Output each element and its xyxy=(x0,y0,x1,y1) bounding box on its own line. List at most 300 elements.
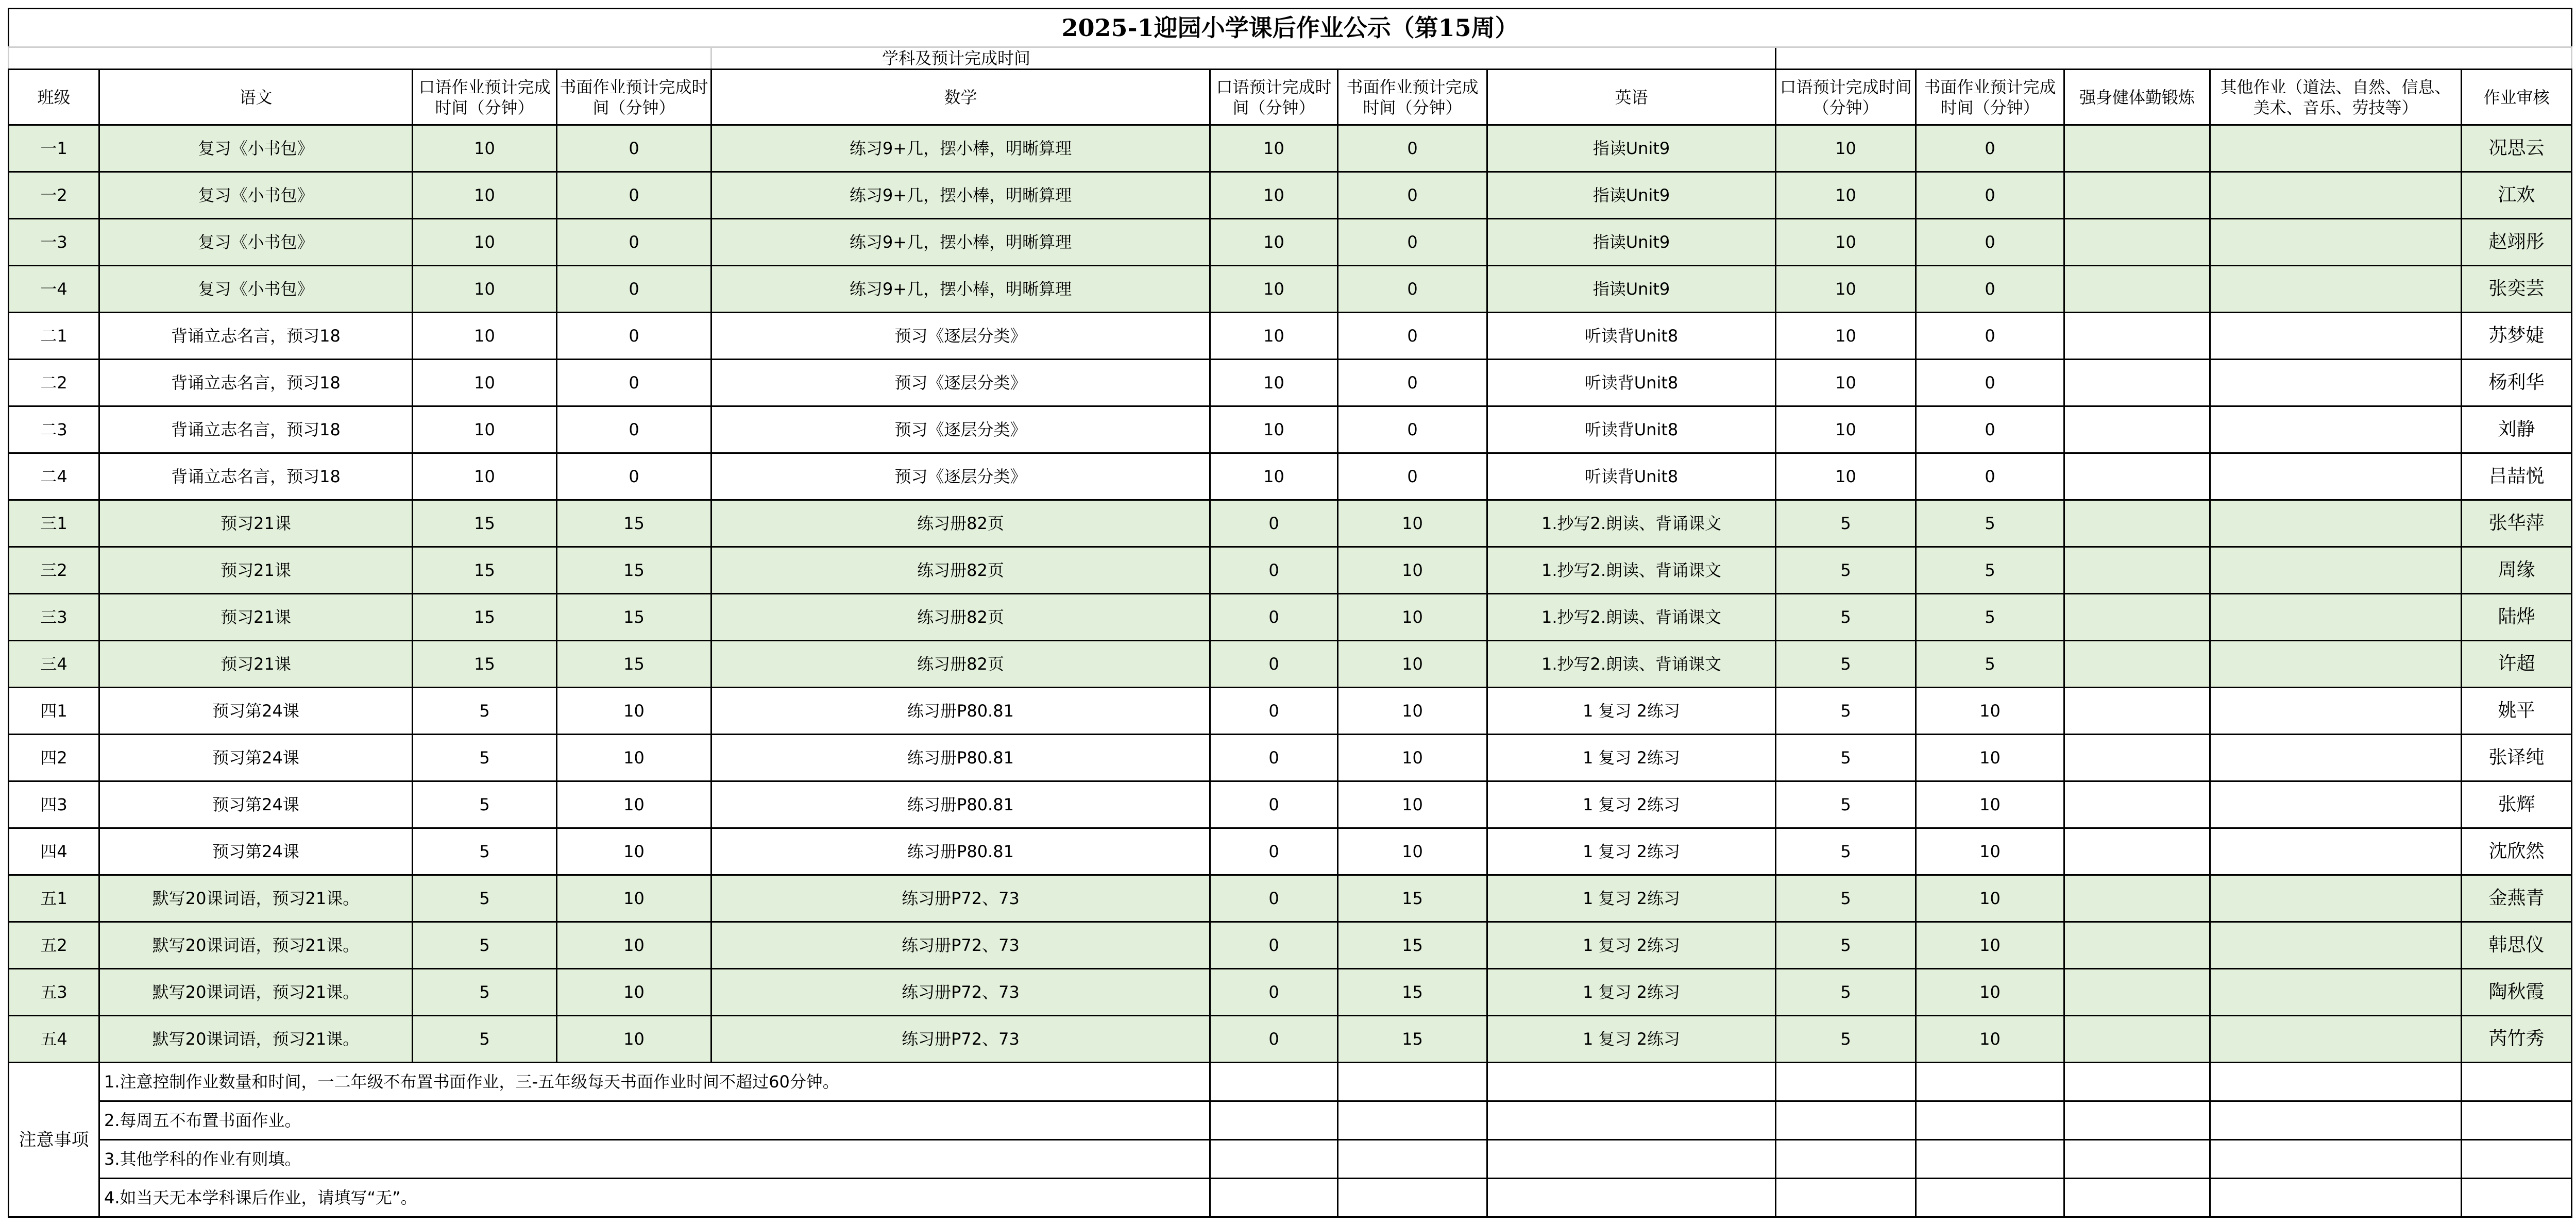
chinese-written-time-cell: 15 xyxy=(557,594,711,641)
class-cell: 二1 xyxy=(9,313,99,360)
homework-table xyxy=(8,8,2572,1218)
math-written-time-cell: 10 xyxy=(1338,735,1487,781)
english-oral-time-cell: 10 xyxy=(1776,125,1916,172)
other-homework-cell xyxy=(2210,875,2462,922)
table-row xyxy=(9,360,2572,406)
note-empty-cell xyxy=(1210,1179,1338,1217)
exercise-cell xyxy=(2064,500,2210,547)
english-written-time-cell: 0 xyxy=(1916,453,2064,500)
english-written-time-cell: 0 xyxy=(1916,360,2064,406)
note-empty-cell xyxy=(1487,1179,1776,1217)
exercise-cell xyxy=(2064,547,2210,594)
reviewer-cell: 许超 xyxy=(2462,641,2572,688)
other-homework-cell xyxy=(2210,125,2462,172)
chinese-oral-time-cell: 10 xyxy=(413,172,557,219)
table-row xyxy=(9,172,2572,219)
note-empty-cell xyxy=(2064,1140,2210,1179)
class-cell: 三4 xyxy=(9,641,99,688)
chinese-oral-time-cell: 5 xyxy=(413,922,557,969)
chinese-written-time-cell: 0 xyxy=(557,219,711,266)
chinese-oral-time-cell: 15 xyxy=(413,500,557,547)
english-written-time-cell: 10 xyxy=(1916,875,2064,922)
other-homework-cell xyxy=(2210,406,2462,453)
header-reviewer: 作业审核 xyxy=(2462,70,2572,125)
chinese-homework-cell: 默写20课词语，预习21课。 xyxy=(99,875,413,922)
english-oral-time-cell: 10 xyxy=(1776,266,1916,313)
chinese-homework-cell: 预习第24课 xyxy=(99,688,413,735)
english-written-time-cell: 0 xyxy=(1916,406,2064,453)
math-written-time-cell: 0 xyxy=(1338,313,1487,360)
reviewer-cell: 赵翊彤 xyxy=(2462,219,2572,266)
reviewer-cell: 况思云 xyxy=(2462,125,2572,172)
math-written-time-cell: 10 xyxy=(1338,547,1487,594)
chinese-written-time-cell: 0 xyxy=(557,125,711,172)
chinese-written-time-cell: 0 xyxy=(557,313,711,360)
header-english-oral-time: 口语预计完成时间（分钟） xyxy=(1776,70,1916,125)
other-homework-cell xyxy=(2210,735,2462,781)
note-empty-cell xyxy=(1487,1063,1776,1101)
class-cell: 五4 xyxy=(9,1016,99,1063)
math-oral-time-cell: 10 xyxy=(1210,125,1338,172)
chinese-homework-cell: 预习21课 xyxy=(99,594,413,641)
english-oral-time-cell: 5 xyxy=(1776,641,1916,688)
other-homework-cell xyxy=(2210,781,2462,828)
reviewer-cell: 姚平 xyxy=(2462,688,2572,735)
english-written-time-cell: 10 xyxy=(1916,922,2064,969)
class-cell: 五2 xyxy=(9,922,99,969)
english-homework-cell: 1 复习 2练习 xyxy=(1487,969,1776,1016)
chinese-homework-cell: 背诵立志名言，预习18 xyxy=(99,360,413,406)
class-cell: 四4 xyxy=(9,828,99,875)
chinese-oral-time-cell: 5 xyxy=(413,969,557,1016)
note-empty-cell xyxy=(1916,1179,2064,1217)
exercise-cell xyxy=(2064,735,2210,781)
chinese-homework-cell: 预习21课 xyxy=(99,641,413,688)
table-row xyxy=(9,594,2572,641)
chinese-written-time-cell: 10 xyxy=(557,969,711,1016)
english-oral-time-cell: 5 xyxy=(1776,969,1916,1016)
english-oral-time-cell: 5 xyxy=(1776,781,1916,828)
math-oral-time-cell: 0 xyxy=(1210,688,1338,735)
chinese-homework-cell: 复习《小书包》 xyxy=(99,125,413,172)
chinese-written-time-cell: 10 xyxy=(557,688,711,735)
other-homework-cell xyxy=(2210,453,2462,500)
english-oral-time-cell: 5 xyxy=(1776,688,1916,735)
chinese-written-time-cell: 0 xyxy=(557,453,711,500)
class-cell: 三2 xyxy=(9,547,99,594)
math-written-time-cell: 0 xyxy=(1338,406,1487,453)
math-homework-cell: 练习9+几，摆小棒，明晰算理 xyxy=(711,219,1210,266)
reviewer-cell: 苏梦婕 xyxy=(2462,313,2572,360)
header-english-written-time: 书面作业预计完成时间（分钟） xyxy=(1916,70,2064,125)
english-written-time-cell: 10 xyxy=(1916,969,2064,1016)
reviewer-cell: 韩思仪 xyxy=(2462,922,2572,969)
math-homework-cell: 练习9+几，摆小棒，明晰算理 xyxy=(711,172,1210,219)
chinese-homework-cell: 复习《小书包》 xyxy=(99,172,413,219)
header-math-written-time: 书面作业预计完成时间（分钟） xyxy=(1338,70,1487,125)
other-homework-cell xyxy=(2210,313,2462,360)
chinese-oral-time-cell: 5 xyxy=(413,1016,557,1063)
class-cell: 二2 xyxy=(9,360,99,406)
english-written-time-cell: 10 xyxy=(1916,828,2064,875)
math-homework-cell: 预习《逐层分类》 xyxy=(711,360,1210,406)
header-other-homework: 其他作业（道法、自然、信息、美术、音乐、劳技等） xyxy=(2210,70,2462,125)
header-exercise: 强身健体勤锻炼 xyxy=(2064,70,2210,125)
english-written-time-cell: 5 xyxy=(1916,500,2064,547)
table-row xyxy=(9,125,2572,172)
note-empty-cell xyxy=(2462,1179,2572,1217)
reviewer-cell: 周缘 xyxy=(2462,547,2572,594)
english-written-time-cell: 0 xyxy=(1916,125,2064,172)
math-homework-cell: 练习册P80.81 xyxy=(711,828,1210,875)
class-cell: 一3 xyxy=(9,219,99,266)
exercise-cell xyxy=(2064,266,2210,313)
chinese-homework-cell: 预习21课 xyxy=(99,547,413,594)
english-homework-cell: 1 复习 2练习 xyxy=(1487,828,1776,875)
chinese-written-time-cell: 15 xyxy=(557,547,711,594)
chinese-oral-time-cell: 5 xyxy=(413,781,557,828)
english-oral-time-cell: 5 xyxy=(1776,735,1916,781)
reviewer-cell: 金燕青 xyxy=(2462,875,2572,922)
english-oral-time-cell: 5 xyxy=(1776,547,1916,594)
math-oral-time-cell: 10 xyxy=(1210,266,1338,313)
math-homework-cell: 练习册P80.81 xyxy=(711,688,1210,735)
exercise-cell xyxy=(2064,781,2210,828)
math-written-time-cell: 0 xyxy=(1338,219,1487,266)
english-written-time-cell: 5 xyxy=(1916,641,2064,688)
english-homework-cell: 指读Unit9 xyxy=(1487,219,1776,266)
other-homework-cell xyxy=(2210,969,2462,1016)
english-homework-cell: 1 复习 2练习 xyxy=(1487,735,1776,781)
note-empty-cell xyxy=(2462,1101,2572,1140)
english-oral-time-cell: 5 xyxy=(1776,500,1916,547)
english-oral-time-cell: 5 xyxy=(1776,594,1916,641)
english-oral-time-cell: 5 xyxy=(1776,828,1916,875)
subtitle-spacer-right xyxy=(1776,47,2572,70)
other-homework-cell xyxy=(2210,922,2462,969)
subtitle: 学科及预计完成时间 xyxy=(711,47,1776,70)
notes-label: 注意事项 xyxy=(9,1063,99,1217)
reviewer-cell: 陶秋霞 xyxy=(2462,969,2572,1016)
note-empty-cell xyxy=(1487,1101,1776,1140)
class-cell: 一4 xyxy=(9,266,99,313)
chinese-written-time-cell: 10 xyxy=(557,735,711,781)
reviewer-cell: 杨利华 xyxy=(2462,360,2572,406)
chinese-oral-time-cell: 10 xyxy=(413,125,557,172)
english-written-time-cell: 0 xyxy=(1916,219,2064,266)
reviewer-cell: 张译纯 xyxy=(2462,735,2572,781)
chinese-homework-cell: 默写20课词语，预习21课。 xyxy=(99,1016,413,1063)
class-cell: 三3 xyxy=(9,594,99,641)
note-empty-cell xyxy=(2462,1140,2572,1179)
table-row xyxy=(9,500,2572,547)
header-chinese-homework: 语文 xyxy=(99,70,413,125)
reviewer-cell: 张奕芸 xyxy=(2462,266,2572,313)
class-cell: 四2 xyxy=(9,735,99,781)
header-chinese-written-time: 书面作业预计完成时间（分钟） xyxy=(557,70,711,125)
english-written-time-cell: 0 xyxy=(1916,172,2064,219)
english-oral-time-cell: 5 xyxy=(1776,1016,1916,1063)
math-oral-time-cell: 0 xyxy=(1210,875,1338,922)
math-written-time-cell: 10 xyxy=(1338,594,1487,641)
note-empty-cell xyxy=(2064,1179,2210,1217)
chinese-written-time-cell: 10 xyxy=(557,781,711,828)
table-row xyxy=(9,828,2572,875)
math-oral-time-cell: 0 xyxy=(1210,735,1338,781)
note-text: 4.如当天无本学科课后作业，请填写“无”。 xyxy=(99,1179,1210,1217)
english-homework-cell: 1.抄写2.朗读、背诵课文 xyxy=(1487,500,1776,547)
english-oral-time-cell: 10 xyxy=(1776,360,1916,406)
english-homework-cell: 1.抄写2.朗读、背诵课文 xyxy=(1487,594,1776,641)
math-homework-cell: 练习册82页 xyxy=(711,594,1210,641)
table-row xyxy=(9,688,2572,735)
note-empty-cell xyxy=(1776,1179,1916,1217)
english-homework-cell: 听读背Unit8 xyxy=(1487,360,1776,406)
class-cell: 二4 xyxy=(9,453,99,500)
english-oral-time-cell: 10 xyxy=(1776,172,1916,219)
english-homework-cell: 听读背Unit8 xyxy=(1487,313,1776,360)
english-oral-time-cell: 10 xyxy=(1776,453,1916,500)
note-empty-cell xyxy=(1338,1063,1487,1101)
math-oral-time-cell: 0 xyxy=(1210,641,1338,688)
english-written-time-cell: 5 xyxy=(1916,594,2064,641)
note-text: 3.其他学科的作业有则填。 xyxy=(99,1140,1210,1179)
note-text: 1.注意控制作业数量和时间，一二年级不布置书面作业，三-五年级每天书面作业时间不超过60分钟。 xyxy=(99,1063,1210,1101)
sheet-title: 2025-1迎园小学课后作业公示（第15周） xyxy=(9,9,2572,47)
math-homework-cell: 预习《逐层分类》 xyxy=(711,406,1210,453)
english-written-time-cell: 10 xyxy=(1916,781,2064,828)
english-oral-time-cell: 5 xyxy=(1776,922,1916,969)
header-math-homework: 数学 xyxy=(711,70,1210,125)
chinese-oral-time-cell: 10 xyxy=(413,360,557,406)
note-empty-cell xyxy=(1338,1101,1487,1140)
chinese-oral-time-cell: 10 xyxy=(413,313,557,360)
other-homework-cell xyxy=(2210,641,2462,688)
math-oral-time-cell: 0 xyxy=(1210,500,1338,547)
chinese-written-time-cell: 10 xyxy=(557,922,711,969)
other-homework-cell xyxy=(2210,266,2462,313)
math-written-time-cell: 15 xyxy=(1338,1016,1487,1063)
exercise-cell xyxy=(2064,641,2210,688)
note-row xyxy=(9,1140,2572,1179)
subtitle-row xyxy=(9,47,2572,70)
math-oral-time-cell: 10 xyxy=(1210,219,1338,266)
english-homework-cell: 1 复习 2练习 xyxy=(1487,688,1776,735)
exercise-cell xyxy=(2064,313,2210,360)
class-cell: 五3 xyxy=(9,969,99,1016)
table-row xyxy=(9,313,2572,360)
note-text: 2.每周五不布置书面作业。 xyxy=(99,1101,1210,1140)
exercise-cell xyxy=(2064,828,2210,875)
note-empty-cell xyxy=(2064,1101,2210,1140)
note-row xyxy=(9,1101,2572,1140)
class-cell: 四1 xyxy=(9,688,99,735)
math-homework-cell: 练习册P72、73 xyxy=(711,1016,1210,1063)
other-homework-cell xyxy=(2210,688,2462,735)
title-row xyxy=(9,9,2572,47)
math-homework-cell: 练习册82页 xyxy=(711,547,1210,594)
math-oral-time-cell: 0 xyxy=(1210,594,1338,641)
english-oral-time-cell: 10 xyxy=(1776,313,1916,360)
math-homework-cell: 练习9+几，摆小棒，明晰算理 xyxy=(711,266,1210,313)
note-empty-cell xyxy=(1338,1179,1487,1217)
chinese-oral-time-cell: 15 xyxy=(413,594,557,641)
reviewer-cell: 刘静 xyxy=(2462,406,2572,453)
chinese-oral-time-cell: 15 xyxy=(413,547,557,594)
exercise-cell xyxy=(2064,875,2210,922)
english-homework-cell: 1 复习 2练习 xyxy=(1487,1016,1776,1063)
math-written-time-cell: 10 xyxy=(1338,641,1487,688)
math-written-time-cell: 10 xyxy=(1338,500,1487,547)
other-homework-cell xyxy=(2210,594,2462,641)
other-homework-cell xyxy=(2210,1016,2462,1063)
table-row xyxy=(9,547,2572,594)
header-row xyxy=(9,70,2572,125)
chinese-homework-cell: 预习第24课 xyxy=(99,828,413,875)
reviewer-cell: 陆烨 xyxy=(2462,594,2572,641)
table-row xyxy=(9,219,2572,266)
english-oral-time-cell: 10 xyxy=(1776,406,1916,453)
note-empty-cell xyxy=(2210,1179,2462,1217)
math-homework-cell: 预习《逐层分类》 xyxy=(711,313,1210,360)
table-row xyxy=(9,781,2572,828)
class-cell: 三1 xyxy=(9,500,99,547)
english-homework-cell: 1 复习 2练习 xyxy=(1487,875,1776,922)
other-homework-cell xyxy=(2210,828,2462,875)
math-written-time-cell: 0 xyxy=(1338,125,1487,172)
note-empty-cell xyxy=(1210,1101,1338,1140)
math-written-time-cell: 0 xyxy=(1338,172,1487,219)
table-row xyxy=(9,969,2572,1016)
header-english-homework: 英语 xyxy=(1487,70,1776,125)
table-row xyxy=(9,266,2572,313)
chinese-written-time-cell: 0 xyxy=(557,172,711,219)
chinese-oral-time-cell: 5 xyxy=(413,735,557,781)
note-empty-cell xyxy=(1487,1140,1776,1179)
note-empty-cell xyxy=(2210,1063,2462,1101)
header-math-oral-time: 口语预计完成时间（分钟） xyxy=(1210,70,1338,125)
math-oral-time-cell: 0 xyxy=(1210,969,1338,1016)
chinese-oral-time-cell: 5 xyxy=(413,688,557,735)
english-written-time-cell: 10 xyxy=(1916,1016,2064,1063)
chinese-oral-time-cell: 10 xyxy=(413,219,557,266)
chinese-homework-cell: 背诵立志名言，预习18 xyxy=(99,406,413,453)
math-written-time-cell: 0 xyxy=(1338,453,1487,500)
english-homework-cell: 听读背Unit8 xyxy=(1487,406,1776,453)
other-homework-cell xyxy=(2210,219,2462,266)
chinese-homework-cell: 默写20课词语，预习21课。 xyxy=(99,922,413,969)
reviewer-cell: 吕喆悦 xyxy=(2462,453,2572,500)
note-row xyxy=(9,1179,2572,1217)
chinese-homework-cell: 复习《小书包》 xyxy=(99,219,413,266)
chinese-oral-time-cell: 5 xyxy=(413,875,557,922)
note-empty-cell xyxy=(2462,1063,2572,1101)
note-empty-cell xyxy=(2210,1140,2462,1179)
english-oral-time-cell: 10 xyxy=(1776,219,1916,266)
table-row xyxy=(9,922,2572,969)
reviewer-cell: 芮竹秀 xyxy=(2462,1016,2572,1063)
table-row xyxy=(9,735,2572,781)
header-class: 班级 xyxy=(9,70,99,125)
math-oral-time-cell: 0 xyxy=(1210,922,1338,969)
reviewer-cell: 张华萍 xyxy=(2462,500,2572,547)
exercise-cell xyxy=(2064,688,2210,735)
exercise-cell xyxy=(2064,360,2210,406)
math-homework-cell: 练习册P72、73 xyxy=(711,922,1210,969)
note-empty-cell xyxy=(2210,1101,2462,1140)
other-homework-cell xyxy=(2210,547,2462,594)
note-empty-cell xyxy=(1210,1140,1338,1179)
class-cell: 四3 xyxy=(9,781,99,828)
english-homework-cell: 指读Unit9 xyxy=(1487,172,1776,219)
math-homework-cell: 练习册P80.81 xyxy=(711,781,1210,828)
exercise-cell xyxy=(2064,406,2210,453)
other-homework-cell xyxy=(2210,360,2462,406)
english-homework-cell: 1 复习 2练习 xyxy=(1487,922,1776,969)
english-homework-cell: 听读背Unit8 xyxy=(1487,453,1776,500)
note-empty-cell xyxy=(2064,1063,2210,1101)
english-homework-cell: 指读Unit9 xyxy=(1487,266,1776,313)
english-oral-time-cell: 5 xyxy=(1776,875,1916,922)
reviewer-cell: 张辉 xyxy=(2462,781,2572,828)
chinese-oral-time-cell: 10 xyxy=(413,406,557,453)
note-empty-cell xyxy=(1916,1140,2064,1179)
table-row xyxy=(9,875,2572,922)
math-written-time-cell: 15 xyxy=(1338,969,1487,1016)
header-chinese-oral-time: 口语作业预计完成时间（分钟） xyxy=(413,70,557,125)
math-written-time-cell: 0 xyxy=(1338,360,1487,406)
note-empty-cell xyxy=(1916,1101,2064,1140)
exercise-cell xyxy=(2064,172,2210,219)
subtitle-spacer xyxy=(9,47,711,70)
english-homework-cell: 1.抄写2.朗读、背诵课文 xyxy=(1487,641,1776,688)
math-homework-cell: 练习册P72、73 xyxy=(711,875,1210,922)
chinese-written-time-cell: 15 xyxy=(557,500,711,547)
reviewer-cell: 江欢 xyxy=(2462,172,2572,219)
chinese-homework-cell: 默写20课词语，预习21课。 xyxy=(99,969,413,1016)
note-row xyxy=(9,1063,2572,1101)
chinese-homework-cell: 预习第24课 xyxy=(99,781,413,828)
exercise-cell xyxy=(2064,1016,2210,1063)
exercise-cell xyxy=(2064,125,2210,172)
english-written-time-cell: 0 xyxy=(1916,266,2064,313)
note-empty-cell xyxy=(1776,1140,1916,1179)
english-homework-cell: 1 复习 2练习 xyxy=(1487,781,1776,828)
chinese-oral-time-cell: 10 xyxy=(413,453,557,500)
math-oral-time-cell: 10 xyxy=(1210,406,1338,453)
reviewer-cell: 沈欣然 xyxy=(2462,828,2572,875)
math-oral-time-cell: 0 xyxy=(1210,1016,1338,1063)
math-homework-cell: 练习册82页 xyxy=(711,641,1210,688)
math-written-time-cell: 0 xyxy=(1338,266,1487,313)
math-oral-time-cell: 10 xyxy=(1210,172,1338,219)
chinese-homework-cell: 预习21课 xyxy=(99,500,413,547)
chinese-written-time-cell: 0 xyxy=(557,266,711,313)
note-empty-cell xyxy=(1776,1063,1916,1101)
english-homework-cell: 1.抄写2.朗读、背诵课文 xyxy=(1487,547,1776,594)
chinese-homework-cell: 复习《小书包》 xyxy=(99,266,413,313)
english-written-time-cell: 5 xyxy=(1916,547,2064,594)
chinese-homework-cell: 背诵立志名言，预习18 xyxy=(99,313,413,360)
chinese-homework-cell: 预习第24课 xyxy=(99,735,413,781)
note-empty-cell xyxy=(1210,1063,1338,1101)
math-oral-time-cell: 0 xyxy=(1210,781,1338,828)
math-homework-cell: 练习册P80.81 xyxy=(711,735,1210,781)
chinese-oral-time-cell: 15 xyxy=(413,641,557,688)
exercise-cell xyxy=(2064,969,2210,1016)
class-cell: 一2 xyxy=(9,172,99,219)
math-written-time-cell: 10 xyxy=(1338,781,1487,828)
